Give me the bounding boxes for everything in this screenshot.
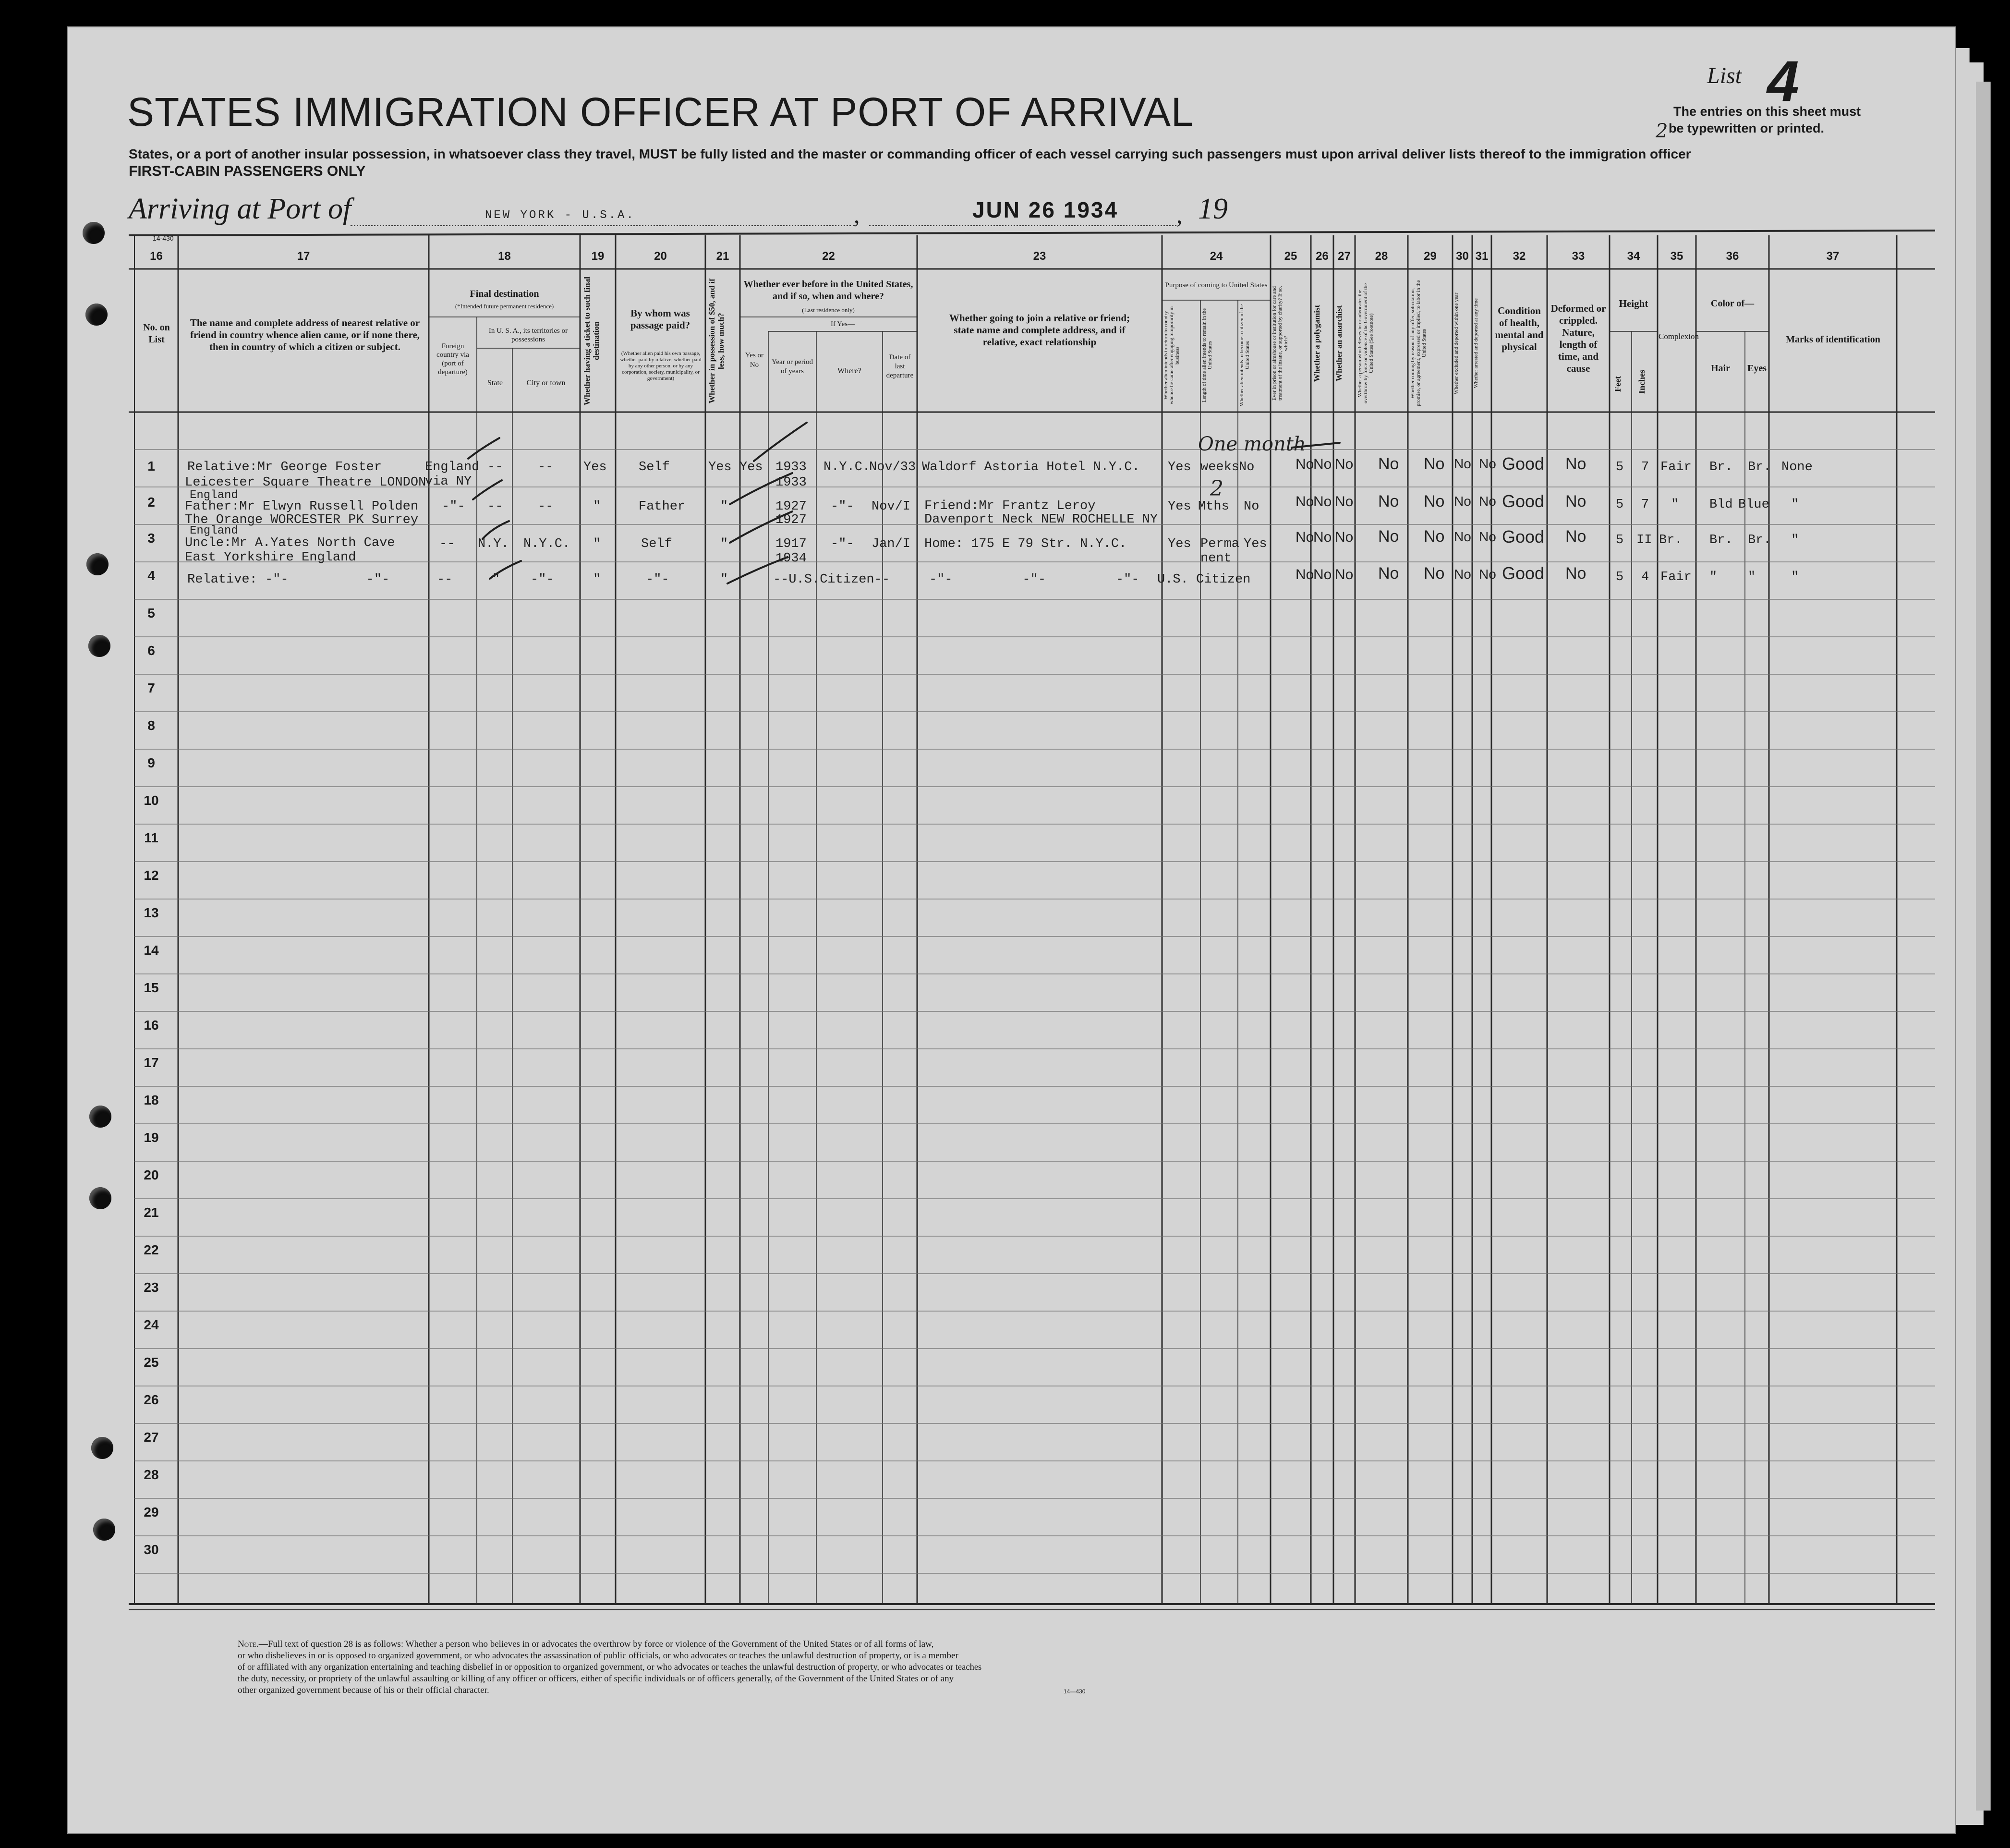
row-number: 18 [144, 1093, 159, 1107]
header-departure-date: Date of last departure [886, 353, 914, 379]
header-anarchist: Whether an anarchist [1334, 305, 1344, 382]
col-num-24: 24 [1210, 250, 1223, 263]
purpose-citizen: Yes [1244, 537, 1267, 551]
complexion: Br. [1659, 533, 1683, 547]
purpose-length-handwritten: One month [1198, 433, 1306, 455]
relative-address: The Orange WORCESTER PK Surrey [185, 513, 419, 527]
date-stamp: JUN 26 1934 [972, 197, 1119, 222]
header-overthrow: Whether a person who believes in or advocates the overthrow by force or violence of the Government of the United States (See footnote) [1357, 283, 1374, 404]
marks: " [1791, 533, 1799, 547]
purpose-length: Perma nent [1200, 537, 1240, 566]
page-subtitle: States, or a port of another insular possession, in whatsoever class they travel, MUST be fully listed and the master or commanding officer of each vessel carrying such passengers must upon arrival deliver lists thereof to the immigration officer [129, 146, 1691, 161]
deformed: No [1565, 527, 1586, 546]
header-purpose-length: Length of time alien intends to remain in the United States [1201, 308, 1213, 403]
purpose-citizen: No [1244, 499, 1259, 514]
inches: 7 [1641, 498, 1649, 512]
header-joining: Whether going to join a relative or friend; state name and complete address, and if relative, exact relationship [949, 312, 1130, 348]
header-foreign-country: Foreign country via (port of departure) [436, 342, 469, 376]
feet: 5 [1616, 460, 1624, 474]
row-number: 29 [144, 1505, 159, 1520]
row-number: 3 [147, 531, 155, 546]
q25: No [1296, 567, 1314, 583]
entries-note-2: be typewritten or printed. [1669, 121, 1825, 135]
header-usa: In U. S. A., its territories or possessions [488, 327, 568, 343]
before-year-prior: 1934 [775, 551, 807, 566]
row-number: 8 [147, 718, 155, 733]
health: Good [1502, 491, 1545, 511]
inches: 7 [1641, 460, 1649, 474]
row-number: 5 [147, 606, 155, 620]
before-year-prior: 1933 [775, 475, 807, 490]
paid-by: Self [639, 460, 670, 474]
q28: No [1378, 527, 1399, 546]
row-number: 25 [144, 1355, 159, 1370]
header-relative: The name and complete address of nearest relative or friend in country whence alien came, or if none there, then in country of which a citizen or subject. [190, 317, 420, 353]
header-polygamist: Whether a polygamist [1312, 304, 1321, 382]
row-number: 23 [144, 1280, 159, 1295]
list-number: 4 [1767, 49, 1799, 113]
marks: None [1781, 460, 1813, 474]
col-num-36: 36 [1726, 250, 1739, 263]
header-excluded: Whether excluded and deported within one year [1453, 292, 1459, 394]
col-num-25: 25 [1284, 250, 1297, 263]
relative-name: Father:Mr Elwyn Russell Polden [185, 499, 419, 514]
q31: No [1479, 494, 1496, 509]
state: N.Y. [478, 537, 509, 551]
q26: No [1313, 567, 1332, 583]
q28: No [1378, 564, 1399, 583]
col-num-23: 23 [1033, 250, 1046, 263]
row-number: 28 [144, 1467, 159, 1482]
header-feet: Feet [1613, 376, 1623, 392]
header-purpose-citizen: Whether alien intends to become a citizen of the United States [1239, 304, 1250, 407]
col-num-37: 37 [1826, 250, 1840, 263]
feet: 5 [1616, 533, 1624, 547]
money: " [720, 499, 728, 514]
port-label: Arriving at Port of [129, 193, 351, 225]
header-purpose: Purpose of coming to United States [1165, 281, 1268, 289]
hair: Br. [1709, 460, 1733, 474]
relative-address: Leicester Square Theatre LONDON [185, 475, 426, 490]
footnote-line: the duty, necessity, or propriety of the unlawful assaulting or killing of any officer or officers, either of specific individuals or of officers generally, of the Government of the United States or of any [238, 1674, 954, 1684]
q27: No [1335, 456, 1354, 472]
footnote [238, 1639, 981, 1696]
header-eyes: Eyes [1747, 363, 1767, 374]
col-num-31: 31 [1475, 250, 1489, 263]
footnote-line: or who disbelieves in or is opposed to organized government, or who advocates the assassination of public officials, or who advocates or teaches the unlawful destruction of property, or is a member [238, 1651, 958, 1661]
relative-country: England [190, 524, 238, 537]
complexion: Fair [1660, 460, 1692, 474]
row-number: 7 [147, 681, 155, 695]
row-number: 6 [147, 643, 155, 658]
header-passage-note: (Whether alien paid his own passage, whether paid by relative, whether paid by any other person, or by any corporation, society, municipality, or government) [620, 351, 702, 381]
deformed: No [1565, 492, 1586, 511]
deformed: No [1565, 455, 1586, 473]
header-ticket: Whether having a ticket to such final destination [582, 277, 601, 405]
q30: No [1454, 529, 1471, 544]
col-num-18: 18 [498, 250, 511, 263]
header-city: City or town [526, 379, 566, 387]
q29: No [1424, 455, 1445, 473]
q28: No [1378, 492, 1399, 511]
city: -- [538, 499, 554, 514]
header-state: State [487, 379, 503, 387]
marks: " [1791, 570, 1799, 584]
departure-date: Nov/33 [869, 460, 916, 474]
q25: No [1296, 494, 1314, 510]
row-number: 24 [144, 1317, 159, 1332]
foreign-port: -- [439, 537, 455, 551]
q30: No [1454, 494, 1471, 509]
paid-by: Father [639, 499, 686, 514]
row-number: 10 [144, 793, 159, 808]
row-number: 21 [144, 1205, 159, 1220]
ticket: Yes [583, 460, 607, 474]
year-prefix: 19 [1198, 193, 1228, 225]
footnote-label: Note. [238, 1639, 259, 1649]
header-height: Height [1619, 298, 1648, 309]
before-yes-no: Yes [739, 460, 763, 474]
row-number: 26 [144, 1392, 159, 1407]
sheet-mark: 2 [1656, 120, 1668, 142]
purpose-length: weeks [1200, 460, 1240, 474]
footnote-form-code: 14—430 [1064, 1688, 1086, 1695]
relative-country: England [190, 489, 238, 502]
header-marks: Marks of identification [1786, 334, 1880, 345]
row-number: 22 [144, 1242, 159, 1257]
joining: -"- -"- -"- [929, 572, 1139, 587]
row-number: 19 [144, 1130, 159, 1145]
header-final-destination: Final destination [470, 289, 539, 299]
q25: No [1296, 456, 1314, 472]
q27: No [1335, 529, 1354, 545]
before-status: --U.S.Citizen-- [773, 572, 890, 587]
purpose-return: Yes [1168, 460, 1191, 474]
col-num-27: 27 [1338, 250, 1351, 263]
state: -- [487, 460, 503, 474]
q26: No [1313, 529, 1332, 545]
col-num-16: 16 [150, 250, 163, 263]
purpose-citizen: No [1239, 460, 1255, 474]
money: " [720, 572, 728, 587]
inches: 4 [1641, 570, 1649, 584]
row-number: 30 [144, 1542, 159, 1557]
ticket: " [593, 572, 601, 587]
before-year: 1933 [775, 460, 807, 474]
paid-by: -"- [646, 572, 669, 587]
joining: Friend:Mr Frantz Leroy Davenport Neck NEW ROCHELLE NY [924, 499, 1158, 527]
entries-note: The entries on this sheet must [1673, 104, 1861, 119]
inches: II [1636, 533, 1652, 547]
purpose-return: Yes [1168, 537, 1191, 551]
before-where: N.Y.C. [823, 460, 871, 474]
q25: No [1296, 529, 1314, 545]
q29: No [1424, 527, 1445, 546]
row-number: 13 [144, 905, 159, 920]
q26: No [1313, 494, 1332, 510]
foreign-port: -"- [442, 499, 465, 514]
col-num-22: 22 [822, 250, 835, 263]
before-year: 1917 [775, 537, 807, 551]
foreign-port: -- [437, 572, 453, 587]
eyes: Br. [1748, 460, 1771, 474]
q26: No [1313, 456, 1332, 472]
ticket: " [593, 499, 601, 514]
header-inches: Inches [1637, 370, 1647, 394]
purpose-return: Yes [1168, 499, 1191, 514]
row-number: 17 [144, 1055, 159, 1070]
purpose-return: U.S. Citizen [1157, 572, 1251, 587]
relative-name: Relative: -"- -"- [187, 572, 390, 587]
header-money: Whether in possession of $50, and if less, how much? [707, 279, 726, 403]
header-health: Condition of health, mental and physical [1495, 305, 1544, 353]
row-number: 4 [147, 568, 155, 583]
feet: 5 [1616, 498, 1624, 512]
complexion: Fair [1660, 570, 1692, 584]
hair: Br. [1709, 533, 1733, 547]
footnote-line: of or affiliated with any organization entertaining and teaching disbelief in or opposition to organized government, or who advocates or teaches the unlawful destruction of property, or who advocates or teaches [238, 1663, 982, 1672]
health: Good [1502, 527, 1545, 547]
row-number: 16 [144, 1018, 159, 1033]
header-arrested: Whether arrested and deported at any time [1473, 298, 1479, 389]
col-num-29: 29 [1424, 250, 1437, 263]
header-no-on-list: No. on List [143, 322, 170, 345]
q31: No [1479, 567, 1496, 582]
eyes: Br. [1748, 533, 1771, 547]
feet: 5 [1616, 570, 1624, 584]
header-year: Year or period of years [772, 358, 813, 375]
header-purpose-return: Whether alien intends to return to country whence he came after engaging temporarily in business [1163, 306, 1180, 405]
col-num-32: 32 [1513, 250, 1526, 263]
marks: " [1791, 498, 1799, 512]
header-final-destination-note: (*Intended future permanent residence) [455, 303, 554, 310]
header-complexion: Complexion [1659, 332, 1699, 341]
row-number: 15 [144, 980, 159, 995]
header-passage: By whom was passage paid? [630, 307, 690, 331]
q30: No [1454, 456, 1471, 471]
row-number: 12 [144, 868, 159, 883]
col-num-30: 30 [1456, 250, 1469, 263]
header-color: Color of— [1710, 298, 1755, 309]
money: " [720, 537, 728, 551]
header-deformed: Deformed or crippled. Nature, length of time, and cause [1550, 303, 1606, 374]
q31: No [1479, 529, 1496, 544]
row-number: 14 [144, 943, 159, 958]
q28: No [1378, 455, 1399, 473]
money: Yes [708, 460, 732, 474]
before-where: -"- [831, 499, 854, 514]
before-year: 1927 [775, 499, 807, 514]
purpose-length: Mths [1198, 499, 1229, 514]
eyes: Blue [1738, 498, 1769, 512]
q29: No [1424, 564, 1445, 583]
col-num-19: 19 [591, 250, 605, 263]
departure-date: Jan/I [872, 537, 911, 551]
row-number: 1 [147, 459, 155, 474]
joining: Waldorf Astoria Hotel N.Y.C. [922, 460, 1140, 474]
header-hair: Hair [1711, 363, 1730, 374]
q29: No [1424, 492, 1445, 511]
state: -- [487, 499, 503, 514]
header-where: Where? [837, 367, 861, 375]
before-year-prior: 1927 [775, 513, 807, 527]
deformed: No [1565, 564, 1586, 583]
relative-address: East Yorkshire England [185, 550, 356, 565]
form-code: 14-430 [153, 234, 174, 242]
row-number: 11 [144, 830, 158, 845]
health: Good [1502, 563, 1545, 583]
before-where: -"- [831, 537, 854, 551]
relative-name: Uncle:Mr A.Yates North Cave [185, 536, 395, 550]
paid-by: Self [641, 537, 672, 551]
col-num-17: 17 [297, 250, 310, 263]
page-title: STATES IMMIGRATION OFFICER AT PORT OF ARRIVAL [127, 89, 1194, 134]
footnote-line [238, 1639, 981, 1650]
purpose-length-handwritten: 2 [1210, 476, 1223, 501]
header-yes-no: Yes or No [745, 352, 764, 369]
col-num-34: 34 [1627, 250, 1640, 263]
health: Good [1502, 454, 1545, 474]
row-number: 20 [144, 1167, 159, 1182]
hair: " [1709, 570, 1718, 584]
port-value: NEW YORK - U.S.A. [485, 209, 635, 222]
col-num-35: 35 [1670, 250, 1683, 263]
city: -- [538, 460, 554, 474]
eyes: " [1748, 570, 1756, 584]
state: " [492, 572, 500, 587]
comma: , [1176, 201, 1183, 228]
class-line: FIRST-CABIN PASSENGERS ONLY [129, 163, 366, 179]
hair: Bld [1709, 498, 1733, 512]
row-number: 9 [147, 755, 155, 770]
joining: Home: 175 E 79 Str. N.Y.C. [924, 537, 1127, 551]
list-label: List [1707, 63, 1742, 88]
header-before-us-note: (Last residence only) [802, 306, 855, 314]
ticket: " [593, 537, 601, 551]
complexion: " [1671, 498, 1679, 512]
header-if-yes: If Yes— [830, 320, 855, 328]
header-before-us: Whether ever before in the United States, and if so, when and where? [743, 279, 913, 302]
header-labor-offer: Whether coming by reason of any offer, solicitation, promise, or agreement, expressed or implied, to labor in the United States [1410, 280, 1427, 407]
col-num-26: 26 [1316, 250, 1329, 263]
q30: No [1454, 567, 1471, 582]
comma: , [854, 201, 860, 228]
header-prison: Ever in prison or almshouse or institution for care and treatment of the insane, or supported by charity? If so, which? [1271, 286, 1289, 401]
q27: No [1335, 567, 1354, 583]
foreign-port: England via NY [425, 460, 480, 489]
footnote-line: other organized government because of his or their official character. [238, 1685, 489, 1695]
col-num-28: 28 [1375, 250, 1388, 263]
city: N.Y.C. [523, 537, 570, 551]
col-num-21: 21 [716, 250, 729, 263]
departure-date: Nov/I [872, 499, 911, 514]
relative-name: Relative:Mr George Foster [187, 460, 382, 474]
city: -"- [531, 572, 554, 587]
q31: No [1479, 456, 1496, 471]
row-number: 2 [147, 495, 155, 510]
footnote-text: —Full text of question 28 is as follows: Whether a person who believes in or advocates the overthrow by force or violence of the Government of the United States or of all forms of law, [258, 1639, 934, 1649]
q27: No [1335, 494, 1354, 510]
col-num-33: 33 [1572, 250, 1585, 263]
col-num-20: 20 [654, 250, 667, 263]
row-number: 27 [144, 1430, 159, 1445]
